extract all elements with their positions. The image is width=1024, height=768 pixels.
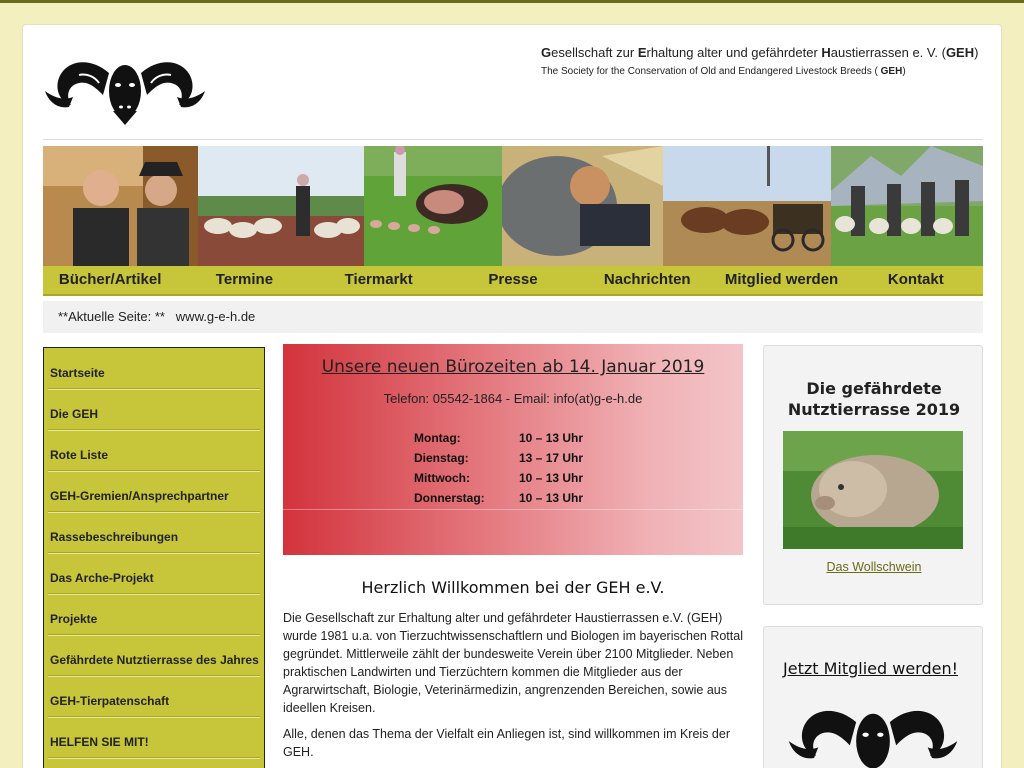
hours-time: 13 – 17 Uhr <box>519 451 584 465</box>
office-hours-notice <box>283 344 743 555</box>
welcome-paragraph-1: Die Gesellschaft zur Erhaltung alter und gefährdeter Haustierrassen e.V. (GEH) wurde 1981 u.a. von Tierzuchtwissenschaftlern und Biologen im bayerischen Rottal gegründet. Mittlerweile zählt der bundesweite Verein über 2100 Mitglieder. Neben praktischen Landwirten und Tierzüchtern kommen die Mitglieder aus der Agrarwirtschaft, Biologie, Veterinärmedizin, angrenzenden Bereichen, sowie aus ideellen Kreisen. <box>283 611 743 715</box>
breed-of-year-title: Die gefährdete Nutztierrasse 2019 <box>787 379 961 419</box>
header-divider <box>43 139 983 140</box>
hours-time: 10 – 13 Uhr <box>519 491 584 505</box>
nav-item-books[interactable]: Bücher/Artikel <box>58 271 162 288</box>
ram-head-logo[interactable] <box>43 51 207 127</box>
hours-row <box>414 471 583 491</box>
current-page-bar <box>43 301 983 333</box>
hours-time: 10 – 13 Uhr <box>519 431 584 445</box>
hours-row <box>414 451 583 471</box>
breed-of-year-box <box>763 345 983 605</box>
current-page-label: **Aktuelle Seite: ** <box>58 309 165 324</box>
banner-photo-men <box>43 146 198 266</box>
page-container <box>22 24 1002 768</box>
banner-photo-child-pig <box>502 146 663 266</box>
hours-day: Dienstag: <box>414 451 469 465</box>
sidebar-item-committees[interactable]: GEH-Gremien/Ansprechpartner <box>48 476 260 513</box>
hours-time: 10 – 13 Uhr <box>519 471 584 485</box>
current-page-url[interactable]: www.g-e-h.de <box>175 309 256 324</box>
org-name-german: Gesellschaft zur Erhaltung alter und gefährdeter Haustierrassen e. V. (GEH) <box>541 45 979 60</box>
hours-day: Donnerstag: <box>414 491 485 505</box>
sidebar-item-ark-project[interactable]: Das Arche-Projekt <box>48 558 260 595</box>
hours-day: Mittwoch: <box>414 471 470 485</box>
nav-item-membership[interactable]: Mitglied werden <box>724 271 839 288</box>
sidebar-item-projects[interactable]: Projekte <box>48 599 260 636</box>
photo-banner <box>43 146 983 266</box>
banner-photo-sheep-shepherd <box>198 146 364 266</box>
membership-box <box>763 626 983 768</box>
hours-day: Montag: <box>414 431 461 445</box>
banner-photo-men-sheep <box>831 146 983 266</box>
notice-divider <box>283 509 743 510</box>
main-nav <box>43 266 983 296</box>
sidebar-item-breed-of-year[interactable]: Gefährdete Nutztierrasse des Jahres <box>48 640 260 677</box>
nav-item-contact[interactable]: Kontakt <box>887 271 944 288</box>
sidebar-item-sponsorship[interactable]: GEH-Tierpatenschaft <box>48 681 260 718</box>
top-border <box>0 0 1024 3</box>
nav-item-press[interactable]: Presse <box>488 271 538 288</box>
org-name <box>541 45 981 77</box>
welcome-heading: Herzlich Willkommen bei der GEH e.V. <box>361 578 665 597</box>
welcome-paragraph-2: Alle, denen das Thema der Vielfalt ein Anliegen ist, sind willkommen im Kreis der GEH. <box>283 727 730 759</box>
banner-photo-oxen-cart <box>663 146 831 266</box>
notice-title[interactable]: Unsere neuen Bürozeiten ab 14. Januar 2019 <box>321 357 705 377</box>
nav-item-dates[interactable]: Termine <box>215 271 274 288</box>
banner-photo-pigs <box>364 146 502 266</box>
sidebar-item-about[interactable]: Die GEH <box>48 394 260 431</box>
sidebar-item-help[interactable]: HELFEN SIE MIT! <box>48 722 260 759</box>
sidebar-menu <box>43 347 265 768</box>
ram-head-logo[interactable] <box>783 699 963 768</box>
sidebar-item-breeds[interactable]: Rassebeschreibungen <box>48 517 260 554</box>
sidebar-item-start[interactable]: Startseite <box>48 353 260 390</box>
notice-contact: Telefon: 05542-1864 - Email: info(at)g-e-h.de <box>383 391 643 406</box>
nav-item-market[interactable]: Tiermarkt <box>344 271 413 288</box>
nav-item-news[interactable]: Nachrichten <box>603 271 691 288</box>
membership-link[interactable]: Jetzt Mitglied werden! <box>783 659 959 678</box>
hours-row <box>414 431 583 451</box>
breed-of-year-link[interactable]: Das Wollschwein <box>826 560 922 574</box>
sidebar-item-red-list[interactable]: Rote Liste <box>48 435 260 472</box>
wool-pig-photo[interactable] <box>783 431 963 549</box>
hours-table <box>414 431 583 511</box>
org-name-english: The Society for the Conservation of Old and Endangered Livestock Breeds ( GEH) <box>541 66 906 77</box>
hours-row <box>414 491 583 511</box>
